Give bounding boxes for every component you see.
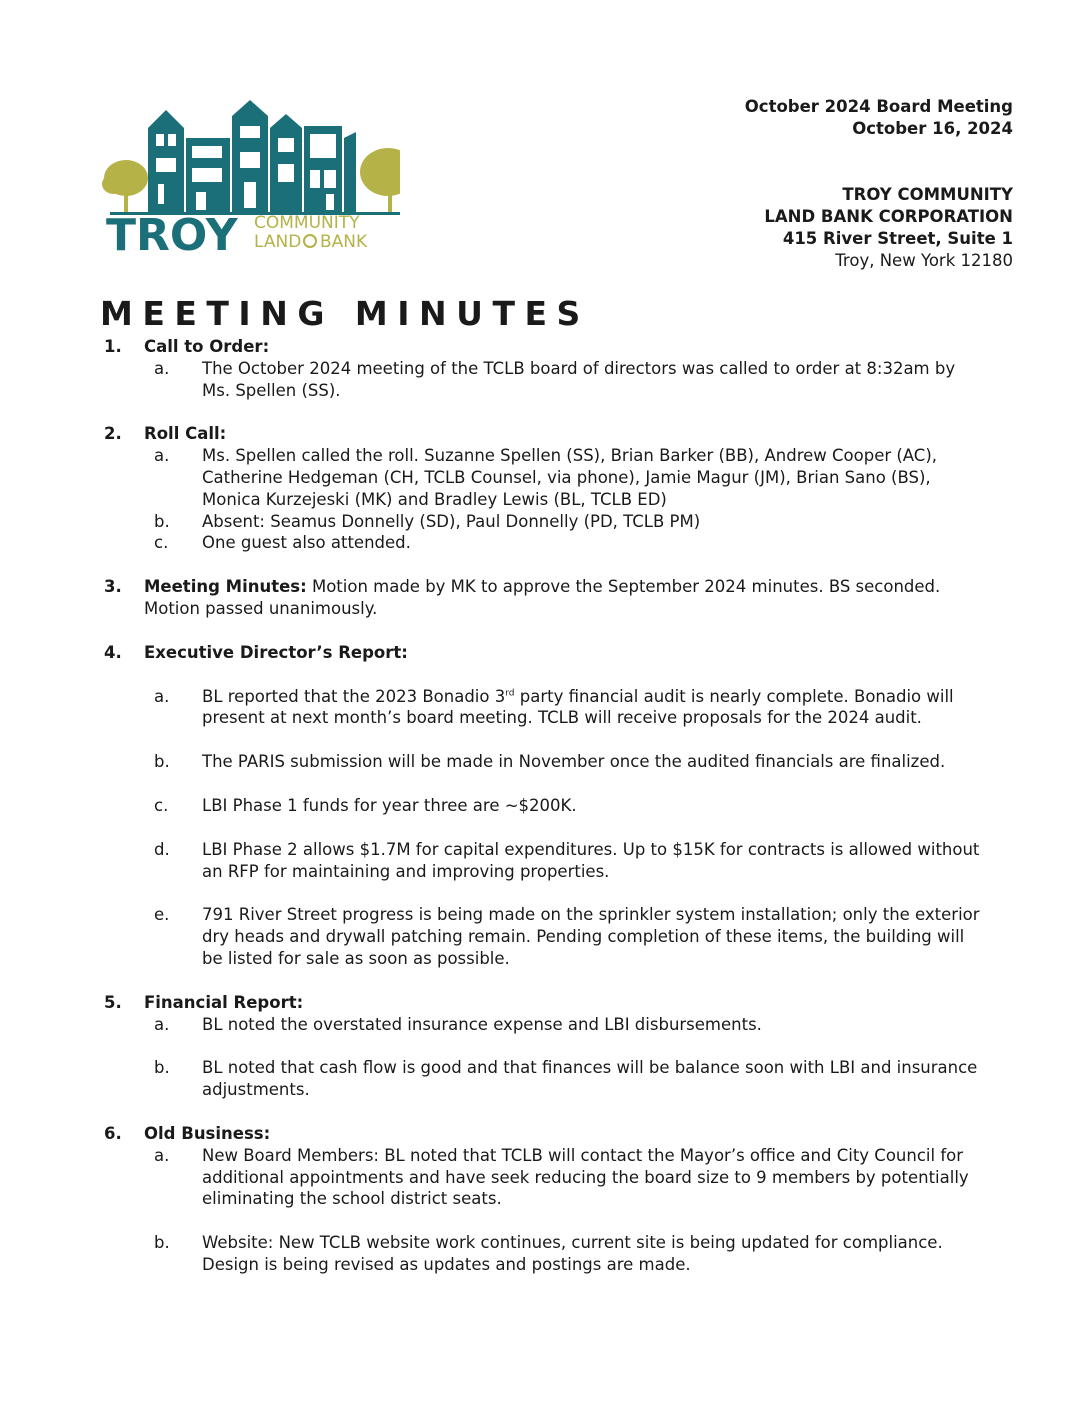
org-address-line2: Troy, New York 12180 bbox=[835, 251, 1013, 270]
item-text: BL noted that cash flow is good and that finances will be balance soon with LBI and insurance adjustments. bbox=[202, 1058, 978, 1100]
item-letter: b. bbox=[154, 752, 170, 772]
meeting-title: October 2024 Board Meeting bbox=[744, 97, 1013, 116]
list-item bbox=[144, 1057, 980, 1101]
right-tree-icon bbox=[360, 148, 400, 214]
list-item bbox=[144, 1145, 980, 1210]
item-letter: a. bbox=[154, 1145, 170, 1165]
section-financial-report bbox=[100, 992, 980, 1101]
item-letter: b. bbox=[154, 1058, 170, 1078]
item-text: 791 River Street progress is being made on the sprinkler system installation; only the exterior dry heads and drywall patching remain. Pending completion of these items, the building will be listed for sale as soon as possible. bbox=[202, 905, 980, 968]
org-name-line1: TROY COMMUNITY bbox=[842, 185, 1013, 204]
section-number: 5. bbox=[104, 992, 122, 1012]
item-text: Ms. Spellen called the roll. Suzanne Spellen (SS), Brian Barker (BB), Andrew Cooper (AC), Catherine Hedgeman (CH, TCLB Counsel, via phone), Jamie Magur (JM), Brian Sano (BS), Monica Kurzejeski (MK) and Bradley Lewis (BL, TCLB ED) bbox=[202, 446, 938, 509]
section-number: 2. bbox=[104, 424, 122, 444]
section-title: Old Business: bbox=[144, 1123, 271, 1143]
list-item bbox=[144, 839, 980, 883]
item-text: Absent: Seamus Donnelly (SD), Paul Donnelly (PD, TCLB PM) bbox=[202, 511, 701, 531]
item-letter: a. bbox=[154, 446, 170, 466]
item-letter: c. bbox=[154, 795, 169, 815]
item-letter: c. bbox=[154, 533, 169, 553]
left-tree-icon bbox=[102, 160, 148, 214]
section-title: Roll Call: bbox=[144, 424, 227, 444]
item-text: LBI Phase 2 allows $1.7M for capital expenditures. Up to $15K for contracts is allowed without an RFP for maintaining and improving properties. bbox=[202, 839, 980, 881]
list-item bbox=[144, 445, 980, 510]
section-meeting-minutes bbox=[100, 576, 980, 620]
section-number: 1. bbox=[104, 337, 122, 356]
meeting-header bbox=[745, 96, 1013, 272]
list-item bbox=[144, 795, 980, 817]
section-number: 6. bbox=[104, 1123, 122, 1143]
list-item bbox=[144, 358, 980, 402]
item-letter: e. bbox=[154, 905, 170, 925]
org-name-line2: LAND BANK CORPORATION bbox=[764, 207, 1013, 226]
item-text: LBI Phase 1 funds for year three are ~$200K. bbox=[202, 795, 577, 815]
item-text: Website: New TCLB website work continues, current site is being updated for compliance. Design is being revised as updates and postings are made. bbox=[202, 1233, 943, 1274]
troy-community-land-bank-logo bbox=[100, 98, 400, 258]
section-roll-call bbox=[100, 423, 980, 554]
section-title: Call to Order: bbox=[144, 337, 270, 356]
logo-tree-icon bbox=[304, 235, 316, 247]
document-title: MEETING MINUTES bbox=[100, 294, 590, 333]
item-text: BL noted the overstated insurance expense and LBI disbursements. bbox=[202, 1014, 762, 1034]
logo-community-text: COMMUNITY bbox=[254, 213, 360, 233]
section-text: Motion made by MK to approve the September 2024 minutes. BS seconded. Motion passed unanimously. bbox=[144, 577, 941, 618]
list-item bbox=[144, 532, 980, 554]
list-item bbox=[144, 686, 980, 730]
meeting-date: October 16, 2024 bbox=[852, 119, 1013, 138]
item-letter: a. bbox=[154, 1014, 170, 1034]
section-old-business bbox=[100, 1123, 980, 1276]
list-item bbox=[144, 1232, 980, 1276]
minutes-body bbox=[100, 336, 980, 1276]
section-number: 3. bbox=[104, 577, 122, 597]
logo-troy-text: TROY bbox=[106, 210, 238, 258]
item-text: The October 2024 meeting of the TCLB board of directors was called to order at 8:32am by Ms. Spellen (SS). bbox=[202, 358, 956, 400]
section-call-to-order bbox=[100, 336, 980, 401]
org-address-line1: 415 River Street, Suite 1 bbox=[782, 229, 1013, 248]
item-text: BL reported that the 2023 Bonadio 3rd party financial audit is nearly complete. Bonadio will present at next month’s board meeting. TCLB will receive proposals for the 2024 audit. bbox=[202, 686, 954, 728]
logo-bank-text: BANK bbox=[320, 232, 368, 252]
item-text: The PARIS submission will be made in November once the audited financials are finalized. bbox=[202, 752, 946, 772]
logo-land-text: LAND bbox=[254, 232, 302, 252]
list-item bbox=[144, 751, 980, 773]
item-letter: b. bbox=[154, 1233, 170, 1253]
section-title: Financial Report: bbox=[144, 992, 304, 1012]
section-executive-directors-report bbox=[100, 642, 980, 970]
item-letter: a. bbox=[154, 686, 170, 706]
item-letter: b. bbox=[154, 511, 170, 531]
section-title: Meeting Minutes: bbox=[144, 577, 307, 597]
item-text: New Board Members: BL noted that TCLB will contact the Mayor’s office and City Council for additional appointments and have seek reducing the board size to 9 members by potentially eliminating the school district seats. bbox=[202, 1145, 969, 1209]
section-number: 4. bbox=[104, 642, 122, 662]
section-title: Executive Director’s Report: bbox=[144, 642, 408, 662]
list-item bbox=[144, 1014, 980, 1036]
item-letter: d. bbox=[154, 839, 170, 859]
item-text: One guest also attended. bbox=[202, 533, 411, 553]
list-item bbox=[144, 511, 980, 533]
list-item bbox=[144, 904, 980, 969]
item-letter: a. bbox=[154, 358, 170, 378]
